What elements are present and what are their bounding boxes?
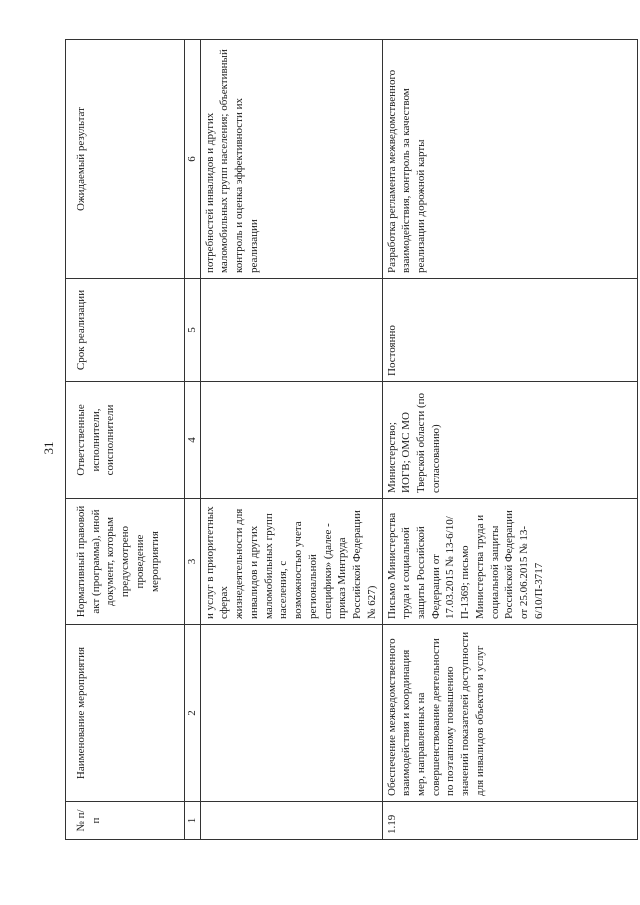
cell-executors bbox=[200, 382, 382, 499]
cell-expected-result: Разработка регламента межведомственного взаимодействия, контроль за качеством реализации дорожной карты bbox=[382, 40, 637, 279]
header-executors: Ответственные исполнители, соисполнители bbox=[66, 382, 185, 499]
column-number: 2 bbox=[185, 625, 201, 802]
document-page bbox=[60, 0, 640, 905]
cell-legal-document: Письмо Министерства труда и социальной защиты Российской Федерации от 17.03.2015 № 13-6/10/П-1369; письмо Министерства труда и социальной защиты Российской Федерации от 25.06.2015 № 13-6/10/П-3717 bbox=[382, 499, 637, 625]
column-number: 4 bbox=[185, 382, 201, 499]
cell-deadline bbox=[200, 279, 382, 382]
table-row bbox=[200, 40, 382, 840]
rotated-table-container bbox=[65, 40, 626, 840]
header-legal-document: Нормативный правовой акт (программа), иной документ, которым предусмотрено проведение мероприятия bbox=[66, 499, 185, 625]
column-number: 5 bbox=[185, 279, 201, 382]
cell-legal-document: и услуг в приоритетных сферах жизнедеятельности для инвалидов и других маломобильных групп населения, с возможностью учета региональной специфики» (далее - приказ Минтруда Российской Федерации № 627) bbox=[200, 499, 382, 625]
activities-table bbox=[65, 39, 638, 840]
header-deadline: Срок реализации bbox=[66, 279, 185, 382]
header-activity-name: Наименование мероприятия bbox=[66, 625, 185, 802]
header-number: № п/п bbox=[66, 802, 185, 840]
cell-activity-name: Обеспечение межведомственного взаимодействия и координация мер, направленных на совершенствование деятельности по поэтапному повышению значений показателей доступности для инвалидов объектов и услуг bbox=[382, 625, 637, 802]
header-expected-result: Ожидаемый результат bbox=[66, 40, 185, 279]
table-header-row bbox=[66, 40, 185, 840]
page-number: 31 bbox=[41, 441, 56, 455]
table-row bbox=[382, 40, 637, 840]
cell-deadline: Постоянно bbox=[382, 279, 637, 382]
cell-activity-name bbox=[200, 625, 382, 802]
column-number: 3 bbox=[185, 499, 201, 625]
cell-number: 1.19 bbox=[382, 802, 637, 840]
column-number: 1 bbox=[185, 802, 201, 840]
column-number-row bbox=[185, 40, 201, 840]
cell-number bbox=[200, 802, 382, 840]
column-number: 6 bbox=[185, 40, 201, 279]
cell-expected-result: потребностей инвалидов и других маломобильных групп населения; объективный контроль и оценка эффективности их реализации bbox=[200, 40, 382, 279]
cell-executors: Министерство; ИОГВ; ОМС МО Тверской области (по согласованию) bbox=[382, 382, 637, 499]
